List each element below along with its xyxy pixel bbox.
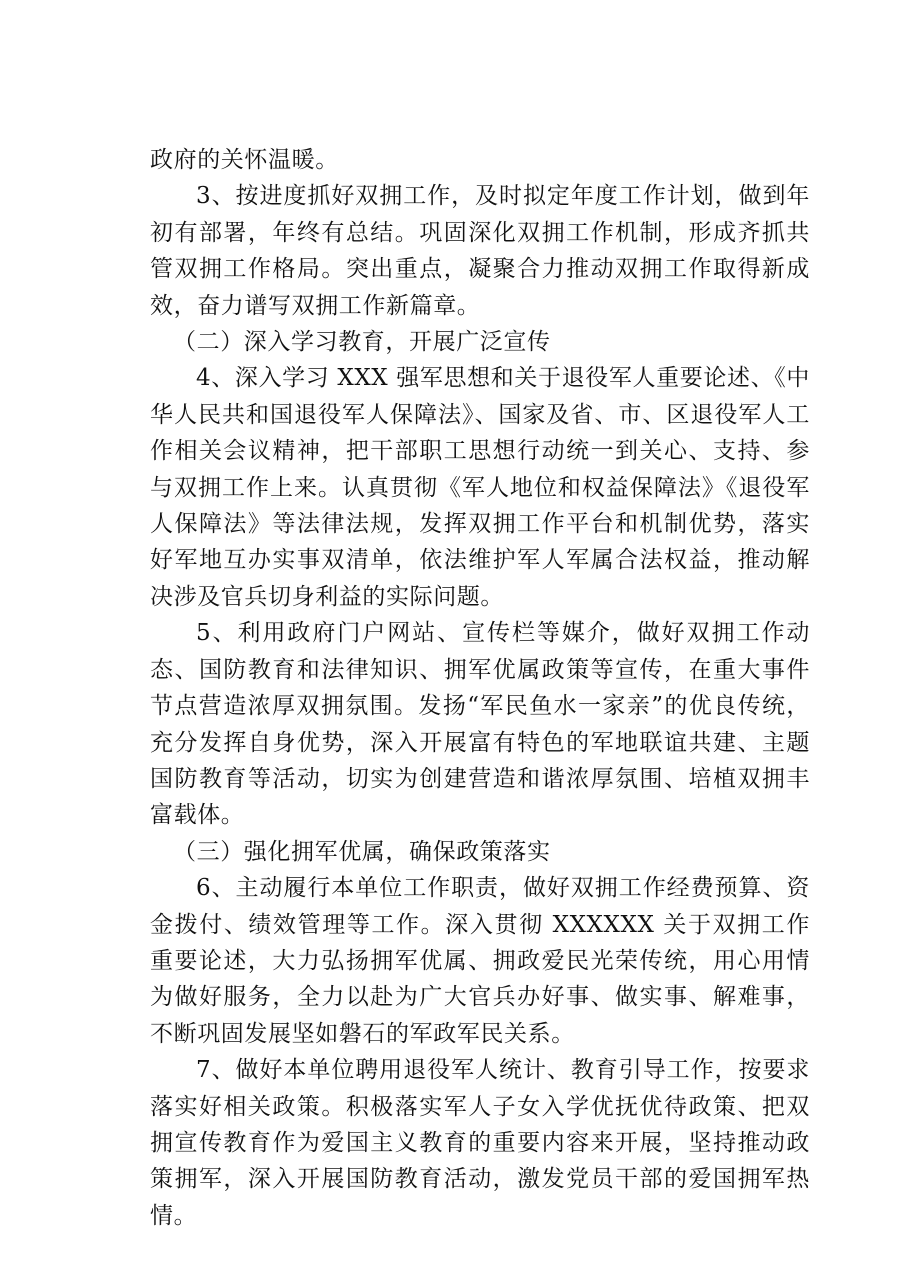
- paragraph-item-4: 4、深入学习 XXX 强军思想和关于退役军人重要论述、《中华人民共和国退役军人保障法》、国家及省、市、区退役军人工作相关会议精神，把干部职工思想行动统一到关心、支持、参与双拥工作上来。认真贯彻《军人地位和权益保障法》《退役军人保障法》等法律法规，发挥双拥工作平台和机制优势，落实好军地互办实事双清单，依法维护军人军属合法权益，推动解决涉及官兵切身利益的实际问题。: [150, 365, 810, 610]
- paragraph-continuation: 政府的关怀温暖。: [150, 147, 339, 173]
- paragraph-item-5: 5、利用政府门户网站、宣传栏等媒介，做好双拥工作动态、国防教育和法律知识、拥军优属政策等宣传，在重大事件节点营造浓厚双拥氛围。发扬“军民鱼水一家亲”的优良传统，充分发挥自身优势，深入开展富有特色的军地联谊共建、主题国防教育等活动，切实为创建营造和谐浓厚氛围、培植双拥丰富载体。: [150, 620, 810, 829]
- document-page: [150, 142, 810, 1234]
- section-heading-3: （三）强化拥军优属，确保政策落实: [173, 838, 551, 865]
- paragraph-item-3: 3、按进度抓好双拥工作，及时拟定年度工作计划，做到年初有部署，年终有总结。巩固深化双拥工作机制，形成齐抓共管双拥工作格局。突出重点，凝聚合力推动双拥工作取得新成效，奋力谱写双拥工作新篇章。: [150, 183, 810, 319]
- paragraph-item-7: 7、做好本单位聘用退役军人统计、教育引导工作，按要求落实好相关政策。积极落实军人子女入学优抚优待政策、把双拥宣传教育作为爱国主义教育的重要内容来开展，坚持推动政策拥军，深入开展国防教育活动，激发党员干部的爱国拥军热情。: [150, 1057, 810, 1229]
- paragraph-item-6: 6、主动履行本单位工作职责，做好双拥工作经费预算、资金拨付、绩效管理等工作。深入贯彻 XXXXXX 关于双拥工作重要论述，大力弘扬拥军优属、拥政爱民光荣传统，用心用情为做好服务，全力以赴为广大官兵办好事、做实事、解难事，不断巩固发展坚如磐石的军政军民关系。: [150, 875, 810, 1047]
- section-heading-2: （二）深入学习教育，开展广泛宣传: [173, 329, 551, 356]
